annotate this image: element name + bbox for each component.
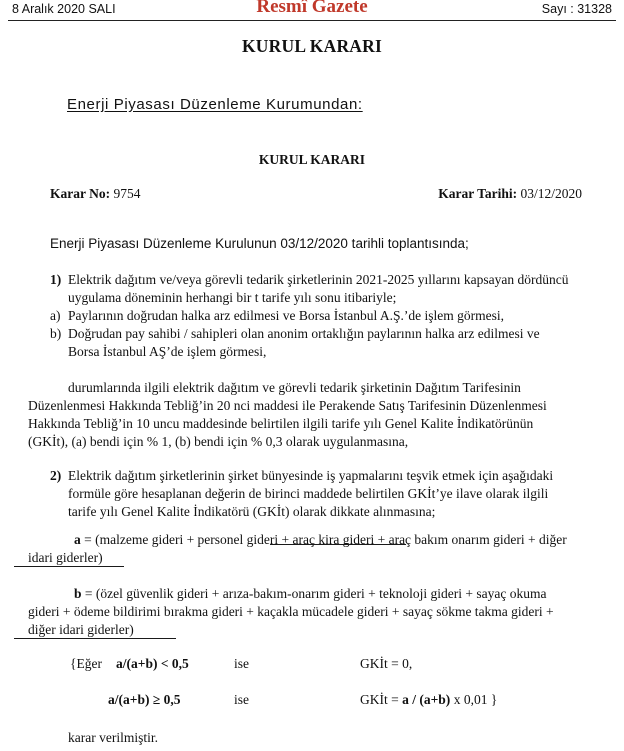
issuing-organization: Enerji Piyasası Düzenleme Kurumundan: <box>67 96 363 113</box>
para-1-line-2: Düzenlenmesi Hakkında Tebliğ’in 20 nci maddesi ile Perakende Satış Tarifesinin Düzenlenmesi <box>28 398 547 413</box>
closing-text: karar verilmiştir. <box>68 730 158 745</box>
item-1b-line-1: Doğrudan pay sahibi / sahipleri olan anonim ortaklığın paylarının halka arz edilmesi ve <box>68 326 540 341</box>
handwritten-underline <box>14 638 176 639</box>
decision-number-value: 9754 <box>113 186 141 201</box>
formula-result-2-lhs: GKİt = <box>360 692 403 707</box>
gazette-title: Resmî Gazete <box>256 0 368 17</box>
header-divider <box>8 20 616 21</box>
variable-b: b <box>74 586 82 601</box>
handwritten-underline <box>14 566 124 567</box>
para-1-line-3: Hakkında Tebliğ’in 10 uncu maddesinde belirtilen ilgili tarife yılı Genel Kalite İndikatörünün <box>28 416 534 431</box>
item-2-line-2: formüle göre hesaplanan değerin de birinci maddede belirtilen GKİt’ye ilave olarak ilgili <box>68 486 549 501</box>
decision-date-label: Karar Tarihi: <box>438 186 518 201</box>
intro-text: Enerji Piyasası Düzenleme Kurulunun 03/12/2020 tarihli toplantısında; <box>50 236 469 251</box>
definition-b-line-2: gideri + ödeme bildirimi bırakma gideri + kaçakla mücadele gideri + sayaç sökme takma gideri + <box>28 604 554 619</box>
definition-a-line-1 <box>74 530 567 550</box>
handwritten-underline <box>270 544 406 545</box>
formula-ise-2: ise <box>234 692 249 707</box>
item-2-number: 2) <box>50 468 62 483</box>
item-1b-label: b) <box>50 326 62 341</box>
item-1b-line-2: Borsa İstanbul AŞ’de işlem görmesi, <box>68 344 267 359</box>
variable-a: a <box>74 532 81 547</box>
formula-result-1: GKİt = 0, <box>360 656 413 671</box>
definition-b-text: = (özel güvenlik gideri + arıza-bakım-onarım gideri + teknoloji gideri + sayaç okuma <box>84 586 547 601</box>
item-2-line-1: Elektrik dağıtım şirketlerinin şirket bünyesinde iş yapmalarını teşvik etmek için aşağıdaki <box>68 468 554 483</box>
formula-result-2-ratio: a / (a+b) <box>402 692 451 707</box>
formula-condition-2: a/(a+b) ≥ 0,5 <box>108 692 181 707</box>
decision-number-label: Karar No: <box>50 186 111 201</box>
decision-date <box>438 184 582 204</box>
definition-a-text: = (malzeme gideri + personel gideri + araç kira gideri + araç bakım onarım gideri + diğer <box>84 532 567 547</box>
formula-prefix: {Eğer <box>70 656 102 671</box>
decision-date-value: 03/12/2020 <box>520 186 582 201</box>
page-title: KURUL KARARI <box>242 36 382 56</box>
header-date: 8 Aralık 2020 SALI <box>12 2 116 16</box>
item-1-line-2: uygulama döneminin herhangi bir t tarife yılı sonu itibariyle; <box>68 290 397 305</box>
formula-condition-1: a/(a+b) < 0,5 <box>116 656 189 671</box>
item-1a-label: a) <box>50 308 61 323</box>
para-1-line-4: (GKİt), (a) bendi için % 1, (b) bendi için % 0,3 olarak uygulanmasına, <box>28 434 409 449</box>
para-1-line-1: durumlarında ilgili elektrik dağıtım ve görevli tedarik şirketinin Dağıtım Tarifesinin <box>68 380 521 395</box>
definition-a-line-2: idari giderler) <box>28 550 103 565</box>
item-1-number: 1) <box>50 272 62 287</box>
decision-number <box>50 184 141 204</box>
item-1a-text: Paylarının doğrudan halka arz edilmesi ve Borsa İstanbul A.Ş.’de işlem görmesi, <box>68 308 505 323</box>
definition-b-line-1 <box>74 584 546 604</box>
formula-result-2-tail: x 0,01 } <box>450 692 498 707</box>
decision-title: KURUL KARARI <box>258 152 366 167</box>
item-2-line-3: tarife yılı Genel Kalite İndikatörü (GKİt) olarak dikkate alınmasına; <box>68 504 436 519</box>
formula-ise-1: ise <box>234 656 249 671</box>
formula-result-2 <box>360 690 497 710</box>
definition-b-line-3: diğer idari giderler) <box>28 622 134 637</box>
issue-number: Sayı : 31328 <box>541 2 612 16</box>
item-1-line-1: Elektrik dağıtım ve/veya görevli tedarik şirketlerinin 2021-2025 yıllarını kapsayan dördüncü <box>68 272 569 287</box>
